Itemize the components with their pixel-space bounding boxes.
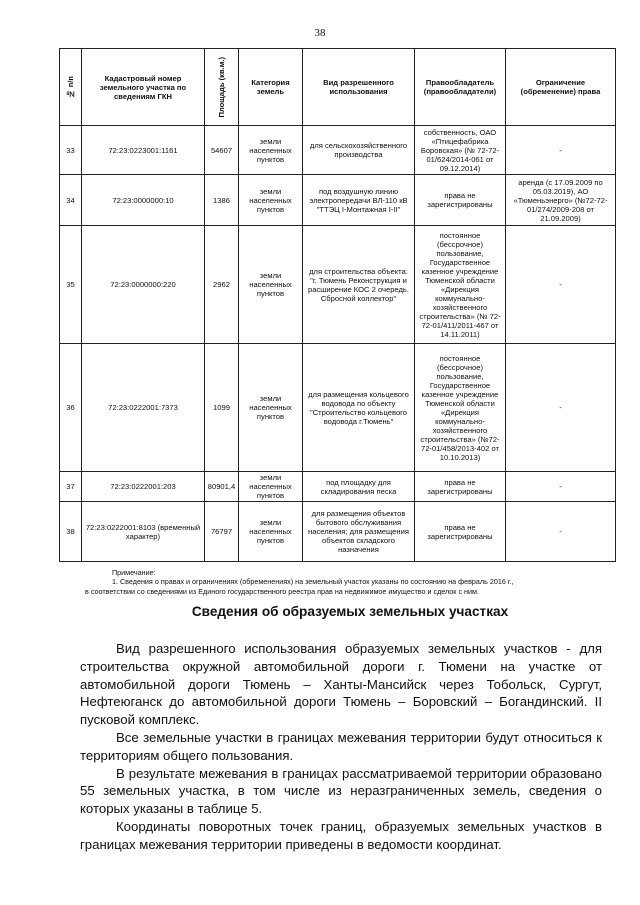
table-header-row xyxy=(60,49,616,126)
cell-owner: собственность, ОАО «Птицефабрика Боровская» (№ 72-72-01/624/2014-061 от 09.12.2014) xyxy=(415,126,506,175)
cell-cadastral: 72:23:0222001:7373 xyxy=(82,344,205,472)
table-row xyxy=(60,226,616,344)
land-plots-table xyxy=(59,48,616,562)
header-category: Категория земель xyxy=(239,49,303,126)
section-heading: Сведения об образуемых земельных участках xyxy=(191,604,509,619)
cell-category: земли населенных пунктов xyxy=(239,126,303,175)
note-line: 1. Сведения о правах и ограничениях (обременениях) на земельный участок указаны по состоянию на февраль 2016 г., xyxy=(112,577,514,587)
page-number: 38 xyxy=(314,27,326,39)
cell-cadastral: 72:23:0000000:220 xyxy=(82,226,205,344)
table-row xyxy=(60,472,616,502)
table-row xyxy=(60,126,616,175)
note-line: в соответствии со сведениями из Единого государственного реестра прав на недвижимое имущество и сделок с ним. xyxy=(85,586,479,596)
table-row xyxy=(60,344,616,472)
cell-category: земли населенных пунктов xyxy=(239,226,303,344)
cell-area: 54607 xyxy=(205,126,239,175)
cell-cadastral: 72:23:0222001:203 xyxy=(82,472,205,502)
cell-area: 2962 xyxy=(205,226,239,344)
cell-use: для размещения объектов бытового обслуживания населения; для размещения объектов складского назначения xyxy=(303,502,415,562)
table-row xyxy=(60,502,616,562)
cell-owner: постоянное (бессрочное) пользование, Государственное казенное учреждение Тюменской области «Дирекция коммунально-хозяйственного строительства» (№ 72-72-01/411/2011-467 от 14.11.2011) xyxy=(415,226,506,344)
paragraph: Вид разрешенного использования образуемых земельных участков - для строительства окружной автомобильной дороги г. Тюмени на участке от автомобильной дороги Тюмень – Ханты-Мансийск через Тобольск, Сургут, Нефтеюганск до автомобильной дороги Тюмень – Боровский – Богандинский. II пусковой комплекс. xyxy=(80,641,602,728)
cell-cadastral: 72:23:0000000:10 xyxy=(82,175,205,226)
cell-area: 1386 xyxy=(205,175,239,226)
cell-category: земли населенных пунктов xyxy=(239,472,303,502)
cell-area: 1099 xyxy=(205,344,239,472)
cell-area: 80901,4 xyxy=(205,472,239,502)
note-title: Примечание: xyxy=(112,568,156,577)
cell-num: 35 xyxy=(60,226,82,344)
cell-cadastral: 72:23:0223001:1161 xyxy=(82,126,205,175)
cell-num: 36 xyxy=(60,344,82,472)
header-restriction: Ограничение (обременение) права xyxy=(506,49,616,126)
header-use: Вид разрешенного использования xyxy=(303,49,415,126)
cell-category: земли населенных пунктов xyxy=(239,502,303,562)
cell-restriction: - xyxy=(506,472,616,502)
cell-num: 37 xyxy=(60,472,82,502)
header-area: Площадь (кв.м.) xyxy=(205,49,239,126)
header-owner: Правообладатель (правообладатели) xyxy=(415,49,506,126)
cell-restriction: - xyxy=(506,502,616,562)
table-note xyxy=(85,568,622,596)
cell-cadastral: 72:23:0222001:8103 (временный характер) xyxy=(82,502,205,562)
cell-area: 76797 xyxy=(205,502,239,562)
header-cadastral: Кадастровый номер земельного участка по сведениям ГКН xyxy=(82,49,205,126)
cell-owner: права не зарегистрированы xyxy=(415,175,506,226)
cell-restriction: аренда (с 17.09.2009 по 05.03.2019), АО «Тюменьэнерго» (№72-72-01/274/2009-208 от 21.09.2009) xyxy=(506,175,616,226)
cell-num: 33 xyxy=(60,126,82,175)
cell-category: земли населенных пунктов xyxy=(239,344,303,472)
cell-use: для сельскохозяйственного производства xyxy=(303,126,415,175)
cell-use: под воздушную линию электропередачи ВЛ-110 кВ "ТТЭЦ I-Монтажная I-II" xyxy=(303,175,415,226)
cell-restriction: - xyxy=(506,126,616,175)
cell-num: 38 xyxy=(60,502,82,562)
body-text xyxy=(80,640,602,854)
cell-category: земли населенных пунктов xyxy=(239,175,303,226)
paragraph: Все земельные участки в границах межевания территории будут относиться к территориям общего пользования. xyxy=(80,729,602,763)
cell-use: для строительства объекта: "г. Тюмень Реконструкция и расширение КОС 2 очередь. Сбросной коллектор" xyxy=(303,226,415,344)
cell-owner: права не зарегистрированы xyxy=(415,472,506,502)
cell-restriction: - xyxy=(506,226,616,344)
cell-restriction: - xyxy=(506,344,616,472)
cell-owner: постоянное (бессрочное) пользование, Государственное казенное учреждение Тюменской области «Дирекция коммунально-хозяйственного строительства» (№72-72-01/458/2013-402 от 10.10.2013) xyxy=(415,344,506,472)
cell-use: под площадку для складирования песка xyxy=(303,472,415,502)
paragraph: В результате межевания в границах рассматриваемой территории образовано 55 земельных участка, в том числе из неразграниченных земель, сведения о которых указаны в таблице 5. xyxy=(80,765,602,817)
cell-owner: права не зарегистрированы xyxy=(415,502,506,562)
paragraph: Координаты поворотных точек границ, образуемых земельных участков в границах межевания территории приведены в ведомости координат. xyxy=(80,818,602,852)
cell-use: для размещения кольцевого водовода по объекту "Строительство кольцевого водовода г.Тюмень" xyxy=(303,344,415,472)
table-row xyxy=(60,175,616,226)
cell-num: 34 xyxy=(60,175,82,226)
header-num: № п/п xyxy=(60,49,82,126)
